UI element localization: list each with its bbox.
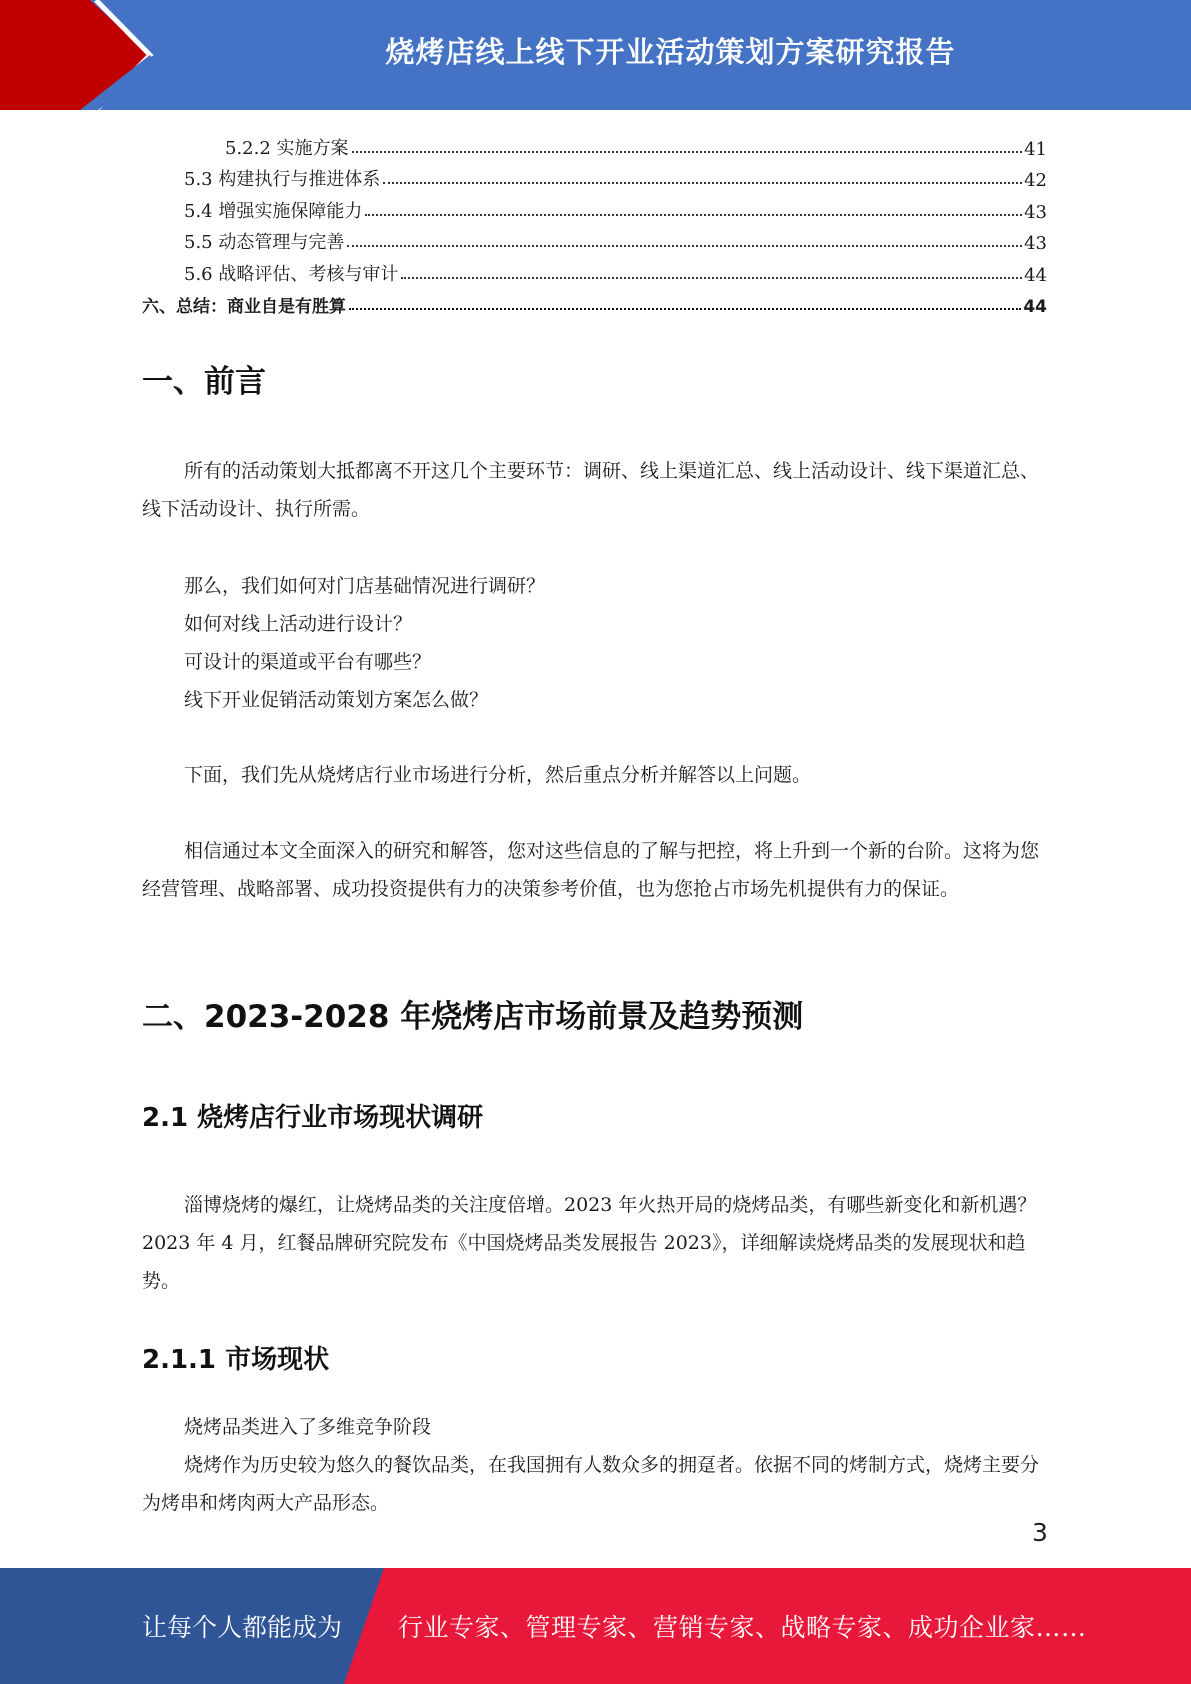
toc-entry-title: 5.2.2 实施方案 xyxy=(225,137,349,159)
page-number: 3 xyxy=(1032,1518,1048,1547)
paragraph-lead: 烧烤品类进入了多维竞争阶段 xyxy=(184,1416,432,1438)
table-of-contents xyxy=(142,128,1047,317)
toc-entry-title: 5.3 构建执行与推进体系 xyxy=(184,169,381,190)
toc-leader-dots xyxy=(352,151,1023,153)
page-header xyxy=(0,0,1191,110)
toc-entry[interactable] xyxy=(142,223,1047,255)
toc-entry-title: 5.5 动态管理与完善 xyxy=(184,232,345,253)
footer-slogan-right: 行业专家、管理专家、营销专家、战略专家、成功企业家…… xyxy=(398,1613,1087,1642)
toc-entry-page: 42 xyxy=(1024,170,1047,191)
toc-entry-title: 5.4 增强实施保障能力 xyxy=(184,200,363,222)
subsection-heading-market-status: 2.1.1 市场现状 xyxy=(142,1345,330,1375)
footer-slogan-left: 让每个人都能成为 xyxy=(142,1613,343,1642)
toc-entry-page: 44 xyxy=(1023,297,1047,317)
report-title: 烧烤店线上线下开业活动策划方案研究报告 xyxy=(385,34,956,69)
toc-leader-dots xyxy=(347,245,1022,247)
question-line: 线下开业促销活动策划方案怎么做？ xyxy=(184,689,489,711)
subsection-heading-market-research: 2.1 烧烤店行业市场现状调研 xyxy=(142,1103,484,1133)
toc-leader-dots xyxy=(383,182,1022,184)
toc-entry[interactable] xyxy=(142,191,1047,223)
toc-entry[interactable] xyxy=(142,160,1047,192)
page-footer xyxy=(0,1568,1191,1684)
section-heading-preface: 一、前言 xyxy=(142,364,266,400)
question-line: 那么，我们如何对门店基础情况进行调研？ xyxy=(184,575,546,597)
paragraph: 相信通过本文全面深入的研究和解答，您对这些信息的了解与把控，将上升到一个新的台阶。这将为您经营管理、战略部署、成功投资提供有力的决策参考价值，也为您抢占市场先机提供有力的保证。 xyxy=(142,840,1040,900)
toc-entry[interactable] xyxy=(142,128,1047,160)
toc-entry-page: 43 xyxy=(1024,201,1047,223)
toc-leader-dots xyxy=(349,308,1021,310)
toc-entry-page: 41 xyxy=(1024,138,1047,160)
toc-entry[interactable] xyxy=(142,286,1047,318)
toc-entry-page: 43 xyxy=(1024,233,1047,254)
paragraph: 下面，我们先从烧烤店行业市场进行分析，然后重点分析并解答以上问题。 xyxy=(184,764,812,786)
paragraph: 所有的活动策划大抵都离不开这几个主要环节：调研、线上渠道汇总、线上活动设计、线下渠道汇总、线下活动设计、执行所需。 xyxy=(142,460,1040,520)
question-line: 如何对线上活动进行设计？ xyxy=(184,613,413,635)
toc-entry-page: 44 xyxy=(1024,264,1047,286)
toc-leader-dots xyxy=(401,277,1022,279)
toc-entry[interactable] xyxy=(142,254,1047,286)
paragraph: 烧烤作为历史较为悠久的餐饮品类，在我国拥有人数众多的拥趸者。依据不同的烤制方式，烧烤主要分为烤串和烤肉两大产品形态。 xyxy=(142,1454,1040,1514)
toc-entry-title: 5.6 战略评估、考核与审计 xyxy=(184,263,399,285)
paragraph: 淄博烧烤的爆红，让烧烤品类的关注度倍增。2023 年火热开局的烧烤品类，有哪些新变化和新机遇？2023 年 4 月，红餐品牌研究院发布《中国烧烤品类发展报告 2023》，详细解读烧烤品类的发展现状和趋势。 xyxy=(142,1194,1037,1292)
section-heading-market-outlook: 二、2023-2028 年烧烤店市场前景及趋势预测 xyxy=(142,999,804,1035)
toc-leader-dots xyxy=(365,214,1022,216)
question-line: 可设计的渠道或平台有哪些？ xyxy=(184,651,432,673)
toc-entry-title: 六、总结：商业自是有胜算 xyxy=(142,297,346,317)
